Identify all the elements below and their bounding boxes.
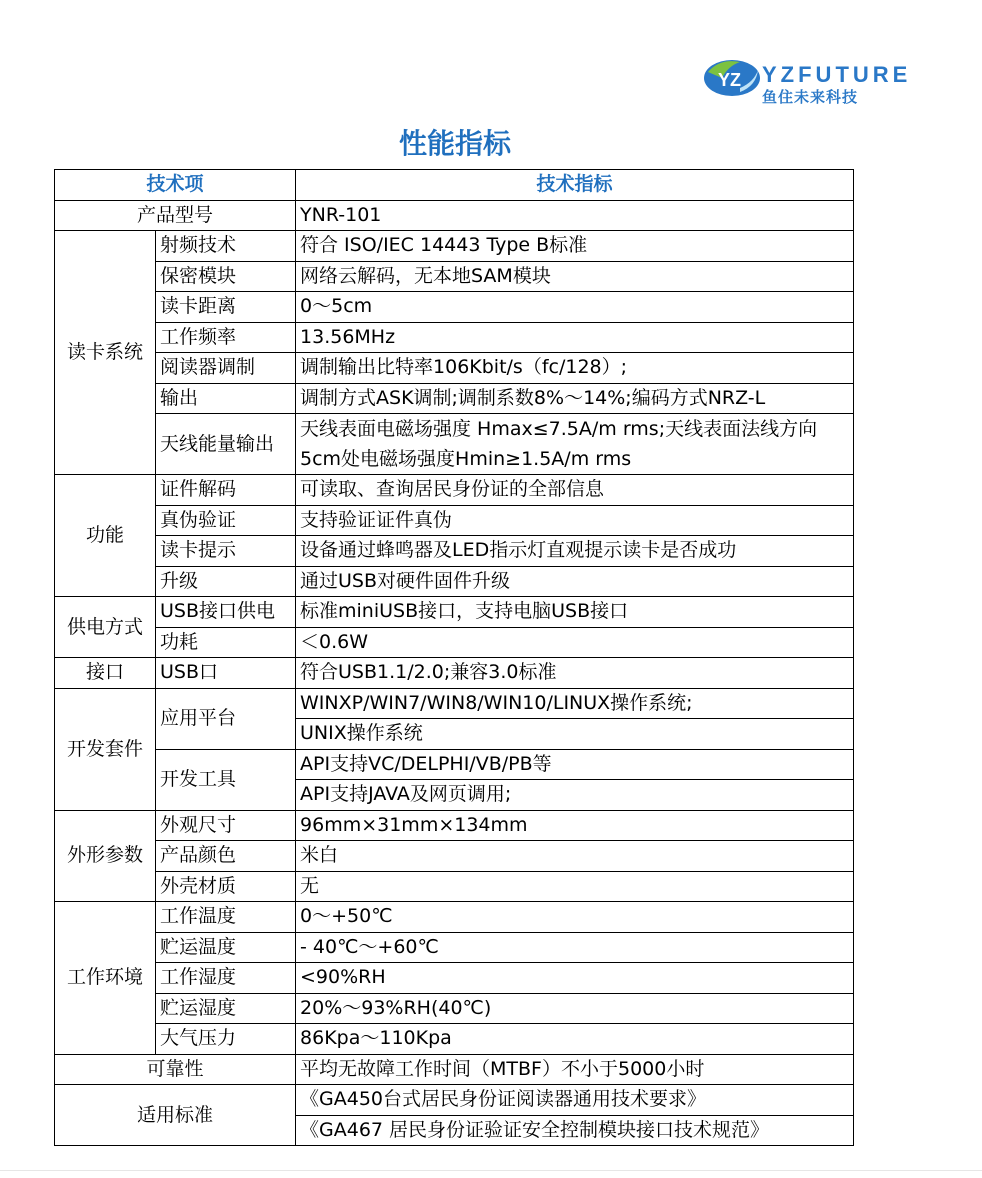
- row-item: 应用平台: [156, 688, 296, 749]
- row-value: 调制方式ASK调制;调制系数8%～14%;编码方式NRZ-L: [296, 383, 854, 414]
- table-row: [55, 231, 854, 262]
- row-item: 保密模块: [156, 261, 296, 292]
- row-item: USB口: [156, 658, 296, 689]
- row-value: 调制输出比特率106Kbit/s（fc/128）;: [296, 353, 854, 384]
- row-item: 产品颜色: [156, 841, 296, 872]
- table-row: [55, 597, 854, 628]
- header-value: 技术指标: [296, 170, 854, 201]
- row-item: 工作频率: [156, 322, 296, 353]
- table-row: [55, 475, 854, 506]
- row-value: UNIX操作系统: [296, 719, 854, 750]
- logo-brand-text: YZFUTURE: [762, 62, 912, 87]
- row-value: 0～5cm: [296, 292, 854, 323]
- table-row: [55, 902, 854, 933]
- row-item: 读卡提示: [156, 536, 296, 567]
- table-row: [55, 566, 854, 597]
- group-label: 接口: [55, 658, 156, 689]
- row-value: 0～+50℃: [296, 902, 854, 933]
- row-item: 贮运温度: [156, 932, 296, 963]
- table-row: [55, 627, 854, 658]
- row-item: 贮运湿度: [156, 993, 296, 1024]
- row-item: 大气压力: [156, 1024, 296, 1055]
- row-value: 86Kpa～110Kpa: [296, 1024, 854, 1055]
- table-row: [55, 292, 854, 323]
- row-item: 天线能量输出: [156, 414, 296, 475]
- row-value: 20%～93%RH(40℃): [296, 993, 854, 1024]
- table-row: [55, 353, 854, 384]
- reliability-label: 可靠性: [55, 1054, 296, 1085]
- group-label: 功能: [55, 475, 156, 597]
- table-row: [55, 932, 854, 963]
- row-value: 符合USB1.1/2.0;兼容3.0标准: [296, 658, 854, 689]
- table-row: [55, 261, 854, 292]
- row-item: 开发工具: [156, 749, 296, 810]
- standards-label: 适用标准: [55, 1085, 296, 1146]
- row-value: ＜0.6W: [296, 627, 854, 658]
- row-value: 天线表面电磁场强度 Hmax≤7.5A/m rms;天线表面法线方向5cm处电磁场强度Hmin≥1.5A/m rms: [296, 414, 854, 475]
- table-row: [55, 505, 854, 536]
- logo-cn-text: 鱼住未来科技: [762, 88, 859, 106]
- row-item: 工作温度: [156, 902, 296, 933]
- product-model-value: YNR-101: [296, 200, 854, 231]
- product-model-label: 产品型号: [55, 200, 296, 231]
- row-value: 网络云解码，无本地SAM模块: [296, 261, 854, 292]
- table-row: [55, 383, 854, 414]
- row-value: WINXP/WIN7/WIN8/WIN10/LINUX操作系统;: [296, 688, 854, 719]
- row-item: 工作湿度: [156, 963, 296, 994]
- header-item: 技术项: [55, 170, 296, 201]
- group-label: 开发套件: [55, 688, 156, 810]
- table-row: [55, 1054, 854, 1085]
- row-value: 可读取、查询居民身份证的全部信息: [296, 475, 854, 506]
- reliability-value: 平均无故障工作时间（MTBF）不小于5000小时: [296, 1054, 854, 1085]
- row-value: 设备通过蜂鸣器及LED指示灯直观提示读卡是否成功: [296, 536, 854, 567]
- row-value: 符合 ISO/IEC 14443 Type B标准: [296, 231, 854, 262]
- table-row: [55, 993, 854, 1024]
- spec-table: [54, 169, 854, 1146]
- row-value: API支持JAVA及网页调用;: [296, 780, 854, 811]
- row-item: 真伪验证: [156, 505, 296, 536]
- table-row: [55, 841, 854, 872]
- table-header-row: [55, 170, 854, 201]
- row-value: 13.56MHz: [296, 322, 854, 353]
- row-item: 外观尺寸: [156, 810, 296, 841]
- table-row: [55, 322, 854, 353]
- row-value: 支持验证证件真伪: [296, 505, 854, 536]
- table-row: [55, 810, 854, 841]
- row-value: - 40℃～+60℃: [296, 932, 854, 963]
- group-label: 供电方式: [55, 597, 156, 658]
- table-row: [55, 200, 854, 231]
- table-row: [55, 658, 854, 689]
- table-row: [55, 963, 854, 994]
- row-value: <90%RH: [296, 963, 854, 994]
- row-value: 96mm×31mm×134mm: [296, 810, 854, 841]
- row-item: USB接口供电: [156, 597, 296, 628]
- row-item: 升级: [156, 566, 296, 597]
- row-item: 阅读器调制: [156, 353, 296, 384]
- table-row: [55, 749, 854, 780]
- company-logo: [700, 52, 940, 108]
- row-value: 标准miniUSB接口，支持电脑USB接口: [296, 597, 854, 628]
- row-item: 证件解码: [156, 475, 296, 506]
- group-label: 工作环境: [55, 902, 156, 1055]
- row-value: API支持VC/DELPHI/VB/PB等: [296, 749, 854, 780]
- table-row: [55, 871, 854, 902]
- logo-mark-icon: [700, 52, 764, 102]
- row-value: 通过USB对硬件固件升级: [296, 566, 854, 597]
- row-item: 射频技术: [156, 231, 296, 262]
- standards-value: 《GA450台式居民身份证阅读器通用技术要求》: [296, 1085, 854, 1116]
- table-row: [55, 1024, 854, 1055]
- row-item: 读卡距离: [156, 292, 296, 323]
- group-label: 读卡系统: [55, 231, 156, 475]
- table-row: [55, 688, 854, 719]
- page-title: 性能指标: [398, 127, 511, 160]
- row-item: 输出: [156, 383, 296, 414]
- svg-text:YZ: YZ: [718, 70, 742, 90]
- row-value: 米白: [296, 841, 854, 872]
- group-label: 外形参数: [55, 810, 156, 902]
- standards-value: 《GA467 居民身份证验证安全控制模块接口技术规范》: [296, 1115, 854, 1146]
- table-row: [55, 1085, 854, 1116]
- page-bottom-divider: [0, 1170, 982, 1171]
- row-item: 外壳材质: [156, 871, 296, 902]
- row-value: 无: [296, 871, 854, 902]
- table-row: [55, 536, 854, 567]
- row-item: 功耗: [156, 627, 296, 658]
